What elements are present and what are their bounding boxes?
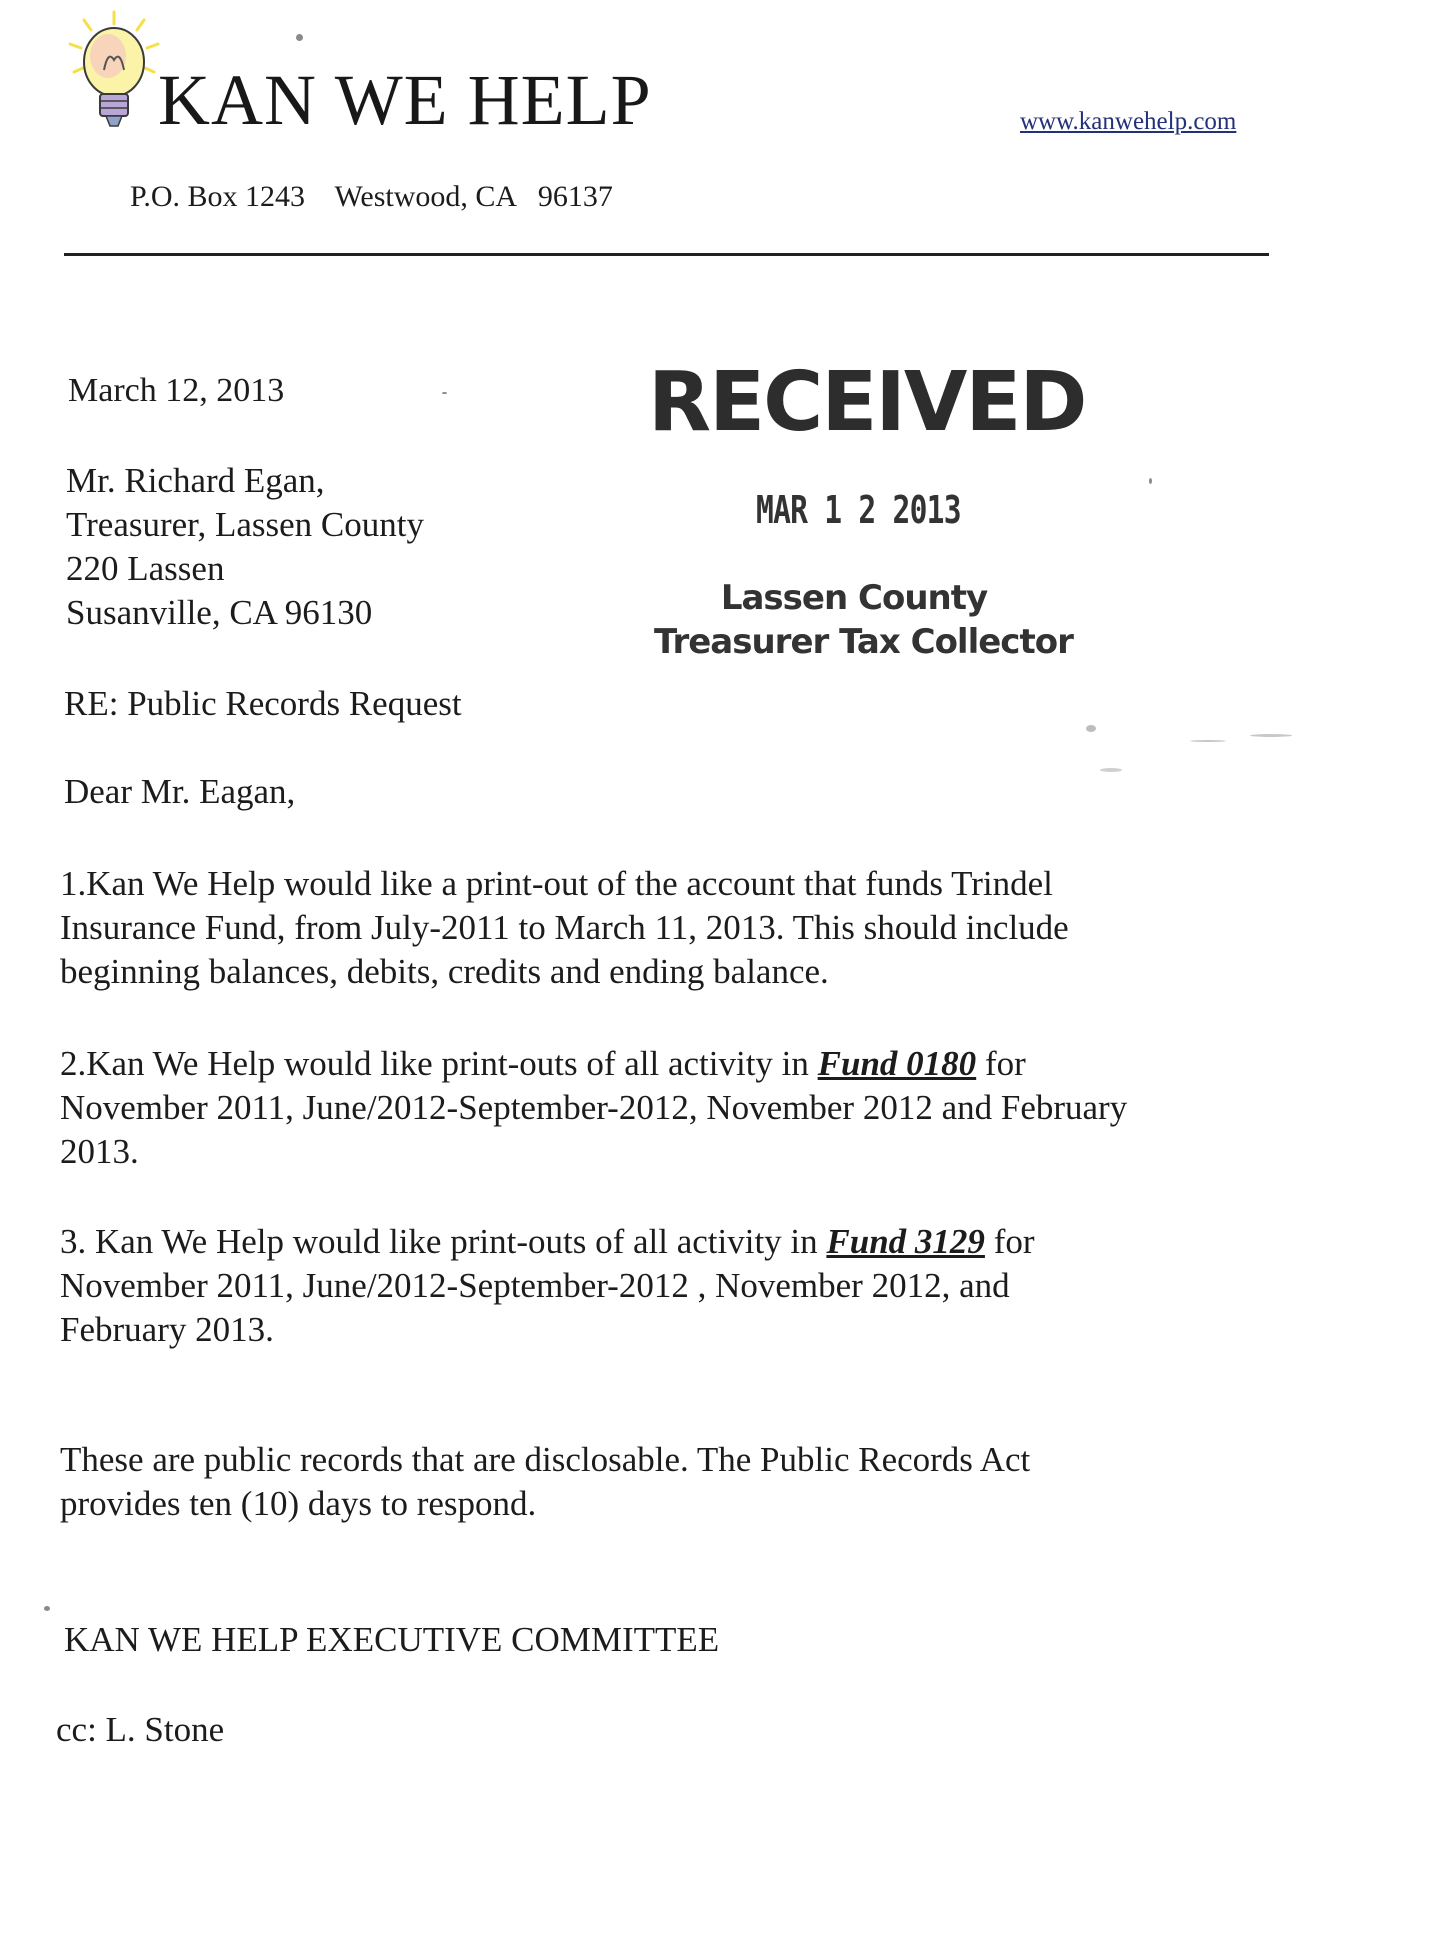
recipient-address bbox=[66, 459, 424, 635]
stamp-office-line: Lassen County bbox=[720, 578, 988, 618]
received-stamp-title: RECEIVED bbox=[648, 355, 1086, 450]
scan-speck bbox=[1100, 768, 1122, 772]
scan-speck bbox=[1086, 725, 1096, 732]
paragraph-line: November 2011, June/2012-September-2012 , November 2012, and bbox=[60, 1266, 1010, 1305]
paragraph-line: These are public records that are disclosable. The Public Records Act bbox=[60, 1440, 1031, 1479]
scan-speck bbox=[296, 34, 303, 41]
paragraph-text: for bbox=[976, 1044, 1026, 1083]
recipient-line: Treasurer, Lassen County bbox=[66, 505, 424, 544]
paragraph-text: 2.Kan We Help would like print-outs of all activity in bbox=[60, 1044, 818, 1083]
request-paragraph-3 bbox=[60, 1220, 1280, 1352]
paragraph-text: for bbox=[984, 1222, 1035, 1261]
return-address: P.O. Box 1243 Westwood, CA 96137 bbox=[130, 180, 613, 213]
paragraph-line: beginning balances, debits, credits and ending balance. bbox=[60, 952, 829, 991]
paragraph-line: 2013. bbox=[60, 1132, 139, 1171]
paragraph-line: Insurance Fund, from July-2011 to March 11, 2013. This should include bbox=[60, 908, 1069, 947]
paragraph-line bbox=[60, 1220, 1280, 1264]
recipient-line: 220 Lassen bbox=[66, 549, 225, 588]
request-paragraph-1 bbox=[60, 862, 1280, 994]
paragraph-line: February 2013. bbox=[60, 1310, 274, 1349]
recipient-line: Mr. Richard Egan, bbox=[66, 461, 325, 500]
recipient-line: Susanville, CA 96130 bbox=[66, 593, 373, 632]
fund-number: Fund 0180 bbox=[817, 1044, 977, 1083]
light-bulb-icon bbox=[64, 10, 164, 135]
carbon-copy-line: cc: L. Stone bbox=[56, 1710, 225, 1749]
fund-number: Fund 3129 bbox=[826, 1222, 985, 1261]
received-stamp-date: MAR 1 2 2013 bbox=[756, 488, 961, 532]
letter-date: March 12, 2013 bbox=[68, 372, 285, 409]
salutation: Dear Mr. Eagan, bbox=[64, 772, 296, 811]
letterhead-divider bbox=[64, 253, 1269, 256]
signature-block: KAN WE HELP EXECUTIVE COMMITTEE bbox=[64, 1620, 720, 1659]
scan-speck bbox=[44, 1606, 50, 1611]
request-paragraph-2 bbox=[60, 1042, 1280, 1174]
paragraph-line: provides ten (10) days to respond. bbox=[60, 1484, 537, 1523]
paragraph-line: November 2011, June/2012-September-2012, November 2012 and February bbox=[60, 1088, 1128, 1127]
website-link[interactable]: www.kanwehelp.com bbox=[1020, 108, 1237, 135]
received-stamp-office bbox=[654, 576, 1073, 664]
paragraph-line bbox=[60, 1042, 1280, 1086]
stamp-office-line: Treasurer Tax Collector bbox=[654, 622, 1073, 662]
scan-speck bbox=[1190, 740, 1226, 742]
paragraph-text: 3. Kan We Help would like print-outs of all activity in bbox=[60, 1222, 827, 1261]
organization-name: KAN WE HELP bbox=[158, 60, 652, 140]
closing-paragraph bbox=[60, 1438, 1280, 1526]
paragraph-line: 1.Kan We Help would like a print-out of the account that funds Trindel bbox=[60, 864, 1053, 903]
subject-line: RE: Public Records Request bbox=[64, 684, 462, 723]
scan-speck bbox=[1250, 734, 1292, 737]
scan-speck bbox=[442, 392, 447, 394]
scan-speck bbox=[1149, 478, 1152, 484]
